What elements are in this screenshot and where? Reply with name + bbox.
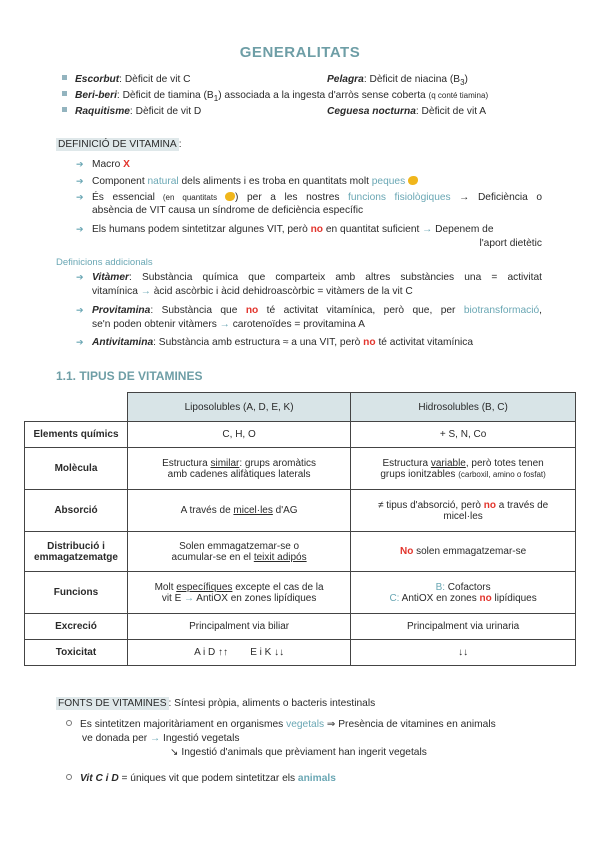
table-corner [25,393,128,422]
def-antivitamina: ➔ Antivitamina: Substància amb estructura ≈ a una VIT, però no té activitat vitamínica [76,337,474,348]
definicio-component: ➔ Component natural dels aliments i es troba en quantitats molt peques [76,176,418,187]
deficit-raquitisme: Raquitisme: Dèficit de vit D [62,106,201,117]
arrow-bullet-icon: ➔ [76,337,84,347]
def-vitamer: ➔ Vitàmer: Substància química que comparteix amb altres substàncies una = activitat vitamínica → àcid ascòrbic i àcid dehidroascòrbic = vitàmers de la vit C [76,272,542,297]
fonts-item-vit-c-d: Vit C i D = úniques vit que podem sintetitzar els animals [66,773,336,784]
page-title: GENERALITATS [239,44,361,61]
arrow-bullet-icon: ➔ [76,305,84,315]
fonts-item-vegetals: Es sintetitzen majoritàriament en organismes vegetals ⇒ Presència de vitamines en animals ve donada per → Ingestió vegetals ↘ Ingestió d'animals que prèviament han ingerit vegetals [66,719,496,758]
vitamins-table [24,392,576,666]
table-row: Molècula Estructura similar: grups aromàtics amb cadenes alifàtiques laterals Estructura variable, però totes tenen grups ionitzables (carboxil, amino o fosfat) [25,448,576,490]
bullet-square-icon [62,91,67,96]
arrow-bullet-icon: ➔ [76,176,84,186]
tipus-heading: 1.1. TIPUS DE VITAMINES [56,369,203,383]
table-row: Excreció Principalment via biliar Principalment via urinaria [25,614,576,640]
bullet-square-icon [62,75,67,80]
definicio-macro: ➔ Macro X [76,159,130,170]
arrow-bullet-icon: ➔ [76,159,84,169]
definicio-essencial: ➔ És essencial (en quantitats ) per a les nostres funcions fisiològiques → Deficiència o absència de VIT causa un síndrome de deficiència específic [76,192,542,216]
pinching-hand-icon [225,192,235,201]
deficit-beriberi: Beri-beri: Dèficit de tiamina $(B_1)$ associada a la ingesta d'arròs sense coberta (q conté tiamina) [62,90,488,103]
bullet-square-icon [62,107,67,112]
deficit-ceguesa: Ceguesa nocturna: Dèficit de vit A [327,106,487,117]
addicionals-heading: Definicions addicionals [56,257,153,268]
table-header-row [25,393,576,422]
header-liposolubles: Liposolubles (A, D, E, K) [128,393,351,422]
table-row: Distribució i emmagatzematge Solen emmagatzemar-se o acumular-se en el teixit adipós No solen emmagatzemar-se [25,532,576,572]
deficit-scorbut: Escorbut: Dèficit de vit C [62,74,191,85]
definicio-humans: ➔ Els humans podem sintetitzar algunes VIT, però no en quantitat suficient → Depenem de l'aport dietètic [76,224,542,249]
table-row: Funcions Molt específiques excepte el cas de la vit E → AntiOX en zones lipídiques B: Cofactors C: AntiOX en zones no lipídiques [25,572,576,614]
def-provitamina: ➔ Provitamina: Substància que no té activitat vitamínica, però que, per biotransformació, se'n poden obtenir vitàmers → carotenoïdes = provitamina A [76,305,542,330]
header-hidrosolubles: Hidrosolubles (B, C) [351,393,576,422]
deficit-pelagra: Pelagra: Dèficit de niacina $(B_3)$ [327,74,468,88]
arrow-bullet-icon: ➔ [76,192,84,202]
pinching-hand-icon [408,176,418,185]
fonts-heading: FONTS DE VITAMINES : Síntesi pròpia, aliments o bacteris intestinals [58,698,376,709]
table-row: Absorció A través de micel·les d'AG ≠ tipus d'absorció, però no a través de micel·les [25,490,576,532]
arrow-bullet-icon: ➔ [76,272,84,282]
circle-bullet-icon [66,720,72,726]
table-row: Toxicitat A i D ↑↑ E i K ↓↓ ↓↓ [25,640,576,666]
definicio-heading: DEFINICIÓ DE VITAMINA : [58,139,182,150]
circle-bullet-icon [66,774,72,780]
arrow-bullet-icon: ➔ [76,224,84,234]
table-row: Elements químics C, H, O + S, N, Co [25,422,576,448]
